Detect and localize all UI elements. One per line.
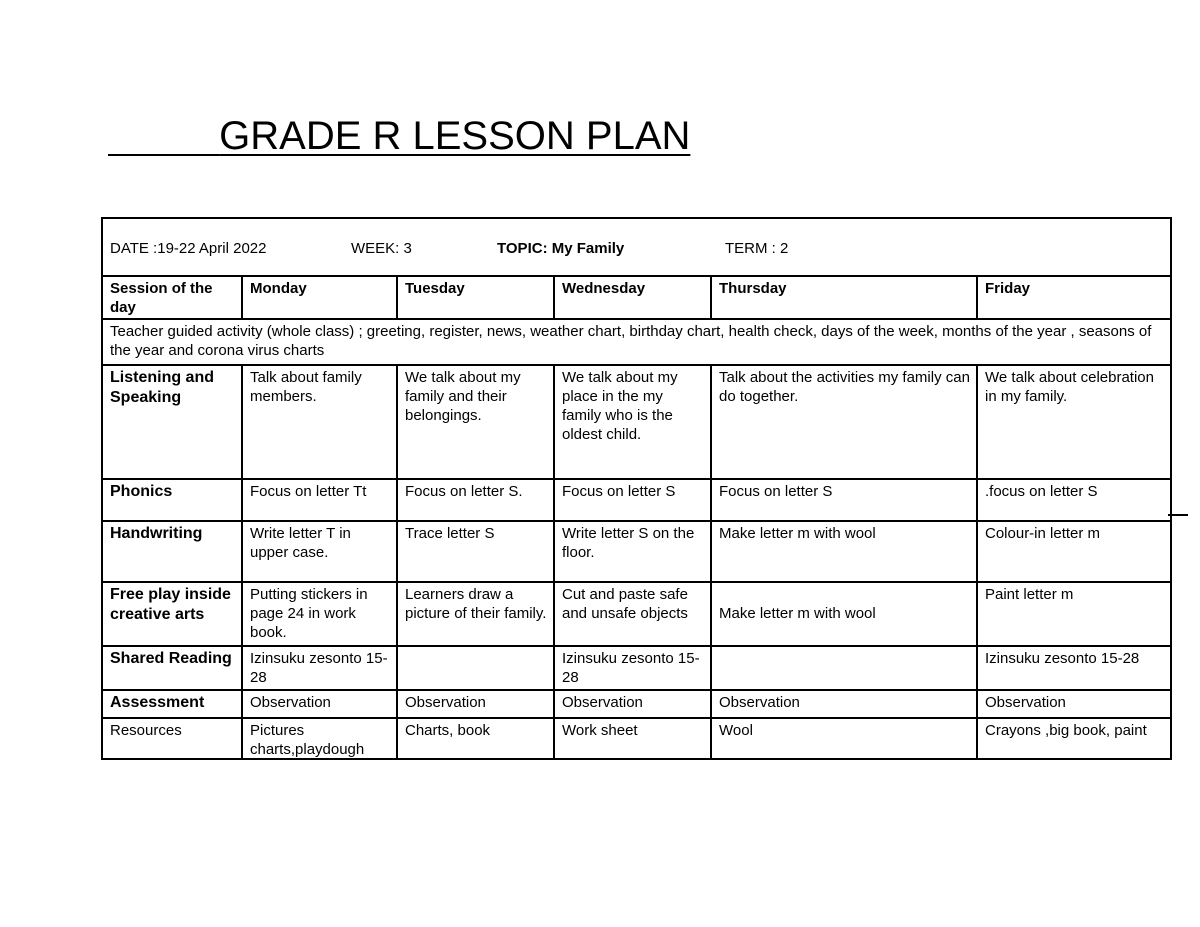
row-label: Resources bbox=[110, 722, 182, 739]
cell-tuesday: Trace letter S bbox=[396, 522, 553, 581]
table-row-resources bbox=[103, 719, 1170, 758]
table-row-listening bbox=[103, 366, 1170, 480]
cell-tuesday: Charts, book bbox=[396, 719, 553, 758]
table-row-free-play bbox=[103, 583, 1170, 647]
table-row-assessment bbox=[103, 691, 1170, 719]
lesson-plan-table bbox=[101, 217, 1172, 760]
cell-friday: Izinsuku zesonto 15-28 bbox=[976, 647, 1170, 689]
cell-monday: Write letter T in upper case. bbox=[241, 522, 396, 581]
cell-tuesday: Observation bbox=[396, 691, 553, 717]
cell-thursday: Make letter m with wool bbox=[710, 583, 976, 645]
row-label: Shared Reading bbox=[110, 650, 232, 667]
column-header-row bbox=[103, 277, 1170, 320]
teacher-guided-row bbox=[103, 320, 1170, 366]
stray-rule-line bbox=[1168, 514, 1188, 516]
cell-wednesday: Observation bbox=[553, 691, 710, 717]
cell-wednesday: Work sheet bbox=[553, 719, 710, 758]
cell-friday: Paint letter m bbox=[976, 583, 1170, 645]
cell-tuesday: We talk about my family and their belongings. bbox=[396, 366, 553, 478]
date-field: DATE :19-22 April 2022 bbox=[110, 240, 267, 257]
cell-thursday bbox=[710, 647, 976, 689]
cell-thursday: Wool bbox=[710, 719, 976, 758]
cell-thursday: Make letter m with wool bbox=[710, 522, 976, 581]
title-text: GRADE R LESSON PLAN bbox=[219, 114, 691, 158]
page-title bbox=[108, 112, 690, 160]
cell-thursday: Focus on letter S bbox=[710, 480, 976, 520]
row-label: Assessment bbox=[110, 694, 205, 711]
cell-wednesday: Focus on letter S bbox=[553, 480, 710, 520]
cell-wednesday: Cut and paste safe and unsafe objects bbox=[553, 583, 710, 645]
cell-friday: Crayons ,big book, paint bbox=[976, 719, 1170, 758]
teacher-guided-text: Teacher guided activity (whole class) ; greeting, register, news, weather chart, birthday chart, health check, days of the week, months of the year , seasons of the year and corona virus charts bbox=[110, 323, 1152, 359]
row-label: Free play inside creative arts bbox=[110, 586, 231, 623]
column-header-wednesday: Wednesday bbox=[553, 277, 710, 318]
cell-thursday: Talk about the activities my family can do together. bbox=[710, 366, 976, 478]
cell-tuesday: Learners draw a picture of their family. bbox=[396, 583, 553, 645]
cell-thursday: Observation bbox=[710, 691, 976, 717]
topic-field: TOPIC: My Family bbox=[497, 240, 625, 257]
cell-friday: Observation bbox=[976, 691, 1170, 717]
cell-monday: Pictures charts,playdough bbox=[241, 719, 396, 758]
column-header-thursday: Thursday bbox=[710, 277, 976, 318]
column-header-session: Session of the day bbox=[110, 280, 213, 316]
column-header-tuesday: Tuesday bbox=[396, 277, 553, 318]
cell-wednesday: Write letter S on the floor. bbox=[553, 522, 710, 581]
cell-monday: Putting stickers in page 24 in work book. bbox=[241, 583, 396, 645]
term-field: TERM : 2 bbox=[725, 240, 789, 257]
week-field: WEEK: 3 bbox=[351, 240, 412, 257]
cell-tuesday bbox=[396, 647, 553, 689]
row-label: Phonics bbox=[110, 483, 173, 500]
cell-monday: Talk about family members. bbox=[241, 366, 396, 478]
cell-monday: Observation bbox=[241, 691, 396, 717]
cell-tuesday: Focus on letter S. bbox=[396, 480, 553, 520]
plan-header-row bbox=[103, 219, 1170, 277]
column-header-monday: Monday bbox=[241, 277, 396, 318]
cell-wednesday: We talk about my place in the my family who is the oldest child. bbox=[553, 366, 710, 478]
cell-wednesday: Izinsuku zesonto 15-28 bbox=[553, 647, 710, 689]
column-header-friday: Friday bbox=[976, 277, 1170, 318]
row-label: Listening and Speaking bbox=[110, 369, 214, 406]
cell-monday: Izinsuku zesonto 15-28 bbox=[241, 647, 396, 689]
table-row-phonics bbox=[103, 480, 1170, 522]
cell-monday: Focus on letter Tt bbox=[241, 480, 396, 520]
cell-friday: We talk about celebration in my family. bbox=[976, 366, 1170, 478]
cell-friday: .focus on letter S bbox=[976, 480, 1170, 520]
row-label: Handwriting bbox=[110, 525, 203, 542]
cell-friday: Colour-in letter m bbox=[976, 522, 1170, 581]
table-row-handwriting bbox=[103, 522, 1170, 583]
table-row-shared-reading bbox=[103, 647, 1170, 691]
